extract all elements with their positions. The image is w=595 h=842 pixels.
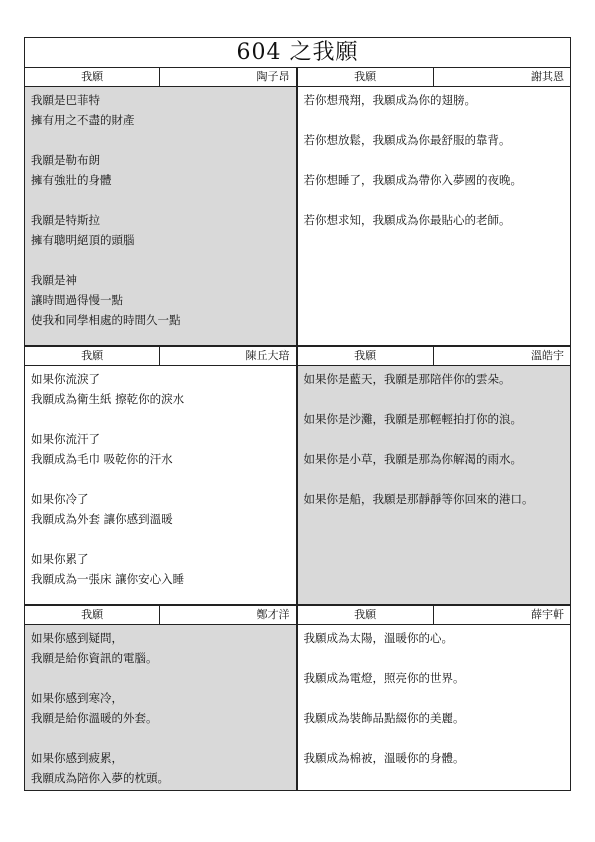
poem-line: 擁有強壯的身體 — [31, 173, 112, 187]
poem-author: 陶子昂 — [256, 70, 290, 83]
poem-line: 如果你感到疲累， — [31, 751, 123, 765]
poem-line: 如果你流汗了 — [31, 432, 100, 446]
poem-line: 如果你是藍天，我願是那陪伴你的雲朵。 — [303, 372, 511, 386]
poem-body — [298, 366, 571, 604]
stanza-gap — [31, 668, 291, 688]
stanza-gap — [31, 728, 291, 748]
poem-author: 薛宇軒 — [531, 608, 564, 621]
poem-line: 如果你是船，我願是那靜靜等你回來的港口。 — [303, 492, 534, 506]
poem-line: 如果你冷了 — [31, 492, 89, 506]
poem-line: 如果你流淚了 — [31, 372, 100, 386]
poem-line: 若你想求知，我願成為你最貼心的老師。 — [303, 213, 511, 227]
poem-body — [25, 87, 296, 345]
poem-card — [298, 605, 571, 790]
poem-label: 我願 — [25, 68, 160, 86]
poem-line: 我願成為一張床 讓你安心入睡 — [31, 572, 185, 586]
stanza-gap — [31, 529, 291, 549]
poem-header — [298, 346, 571, 366]
poem-line: 如果你感到疑問， — [31, 631, 123, 645]
poem-line: 我願是特斯拉 — [31, 213, 100, 227]
poem-line: 讓時間過得慢一點 — [31, 293, 123, 307]
poem-line: 我願是給你資訊的電腦。 — [31, 651, 158, 665]
poem-line: 擁有用之不盡的財產 — [31, 113, 135, 127]
poem-line: 若你想放鬆，我願成為你最舒服的靠背。 — [303, 133, 511, 147]
poem-card — [25, 605, 298, 790]
poem-line: 我願成為外套 讓你感到溫暖 — [31, 512, 173, 526]
poem-line: 擁有聰明絕頂的頭腦 — [31, 233, 135, 247]
stanza-gap — [31, 190, 291, 210]
poem-label: 我願 — [298, 68, 434, 86]
poem-header — [298, 605, 571, 625]
row-3 — [25, 604, 570, 790]
poem-card — [25, 68, 298, 345]
poem-line: 我願成為衛生紙 擦乾你的淚水 — [31, 392, 185, 406]
poem-header — [25, 605, 296, 625]
poem-author: 陳丘大琣 — [245, 349, 290, 362]
poem-label: 我願 — [25, 606, 160, 624]
poem-header — [298, 68, 571, 87]
stanza-gap — [31, 469, 291, 489]
poem-line: 若你想飛翔，我願成為你的翅膀。 — [303, 93, 476, 107]
poem-line: 我願成為棉被，溫暖你的身體。 — [303, 751, 465, 765]
poem-body — [25, 366, 296, 604]
poem-line: 使我和同學相處的時間久一點 — [31, 313, 181, 327]
poem-line: 我願成為太陽，溫暖你的心。 — [303, 631, 453, 645]
poem-line: 我願成為陪你入夢的枕頭。 — [31, 771, 169, 785]
row-1 — [25, 68, 570, 345]
poem-line: 若你想睡了，我願成為帶你入夢國的夜晚。 — [303, 173, 522, 187]
poem-line: 我願是巴菲特 — [31, 93, 100, 107]
poem-card — [298, 68, 571, 345]
poem-line: 我願是給你溫暖的外套。 — [31, 711, 158, 725]
poem-line: 我願成為裝飾品點綴你的美麗。 — [303, 711, 465, 725]
poem-card — [25, 346, 298, 604]
poem-line: 我願成為毛巾 吸乾你的汗水 — [31, 452, 173, 466]
poem-line: 如果你是沙灘，我願是那輕輕拍打你的浪。 — [303, 412, 522, 426]
poem-label: 我願 — [298, 347, 434, 365]
poem-line: 我願成為電燈，照亮你的世界。 — [303, 671, 465, 685]
stanza-gap — [31, 130, 291, 150]
row-2 — [25, 345, 570, 604]
poem-label: 我願 — [298, 606, 434, 624]
poem-sheet — [24, 37, 571, 791]
poem-line: 我願是神 — [31, 273, 77, 287]
poem-body — [25, 625, 296, 790]
poem-label: 我願 — [25, 347, 160, 365]
poem-author: 溫皓宇 — [531, 349, 564, 362]
page-title: 604 之我願 — [25, 38, 570, 68]
poem-header — [25, 68, 296, 87]
poem-body — [298, 87, 571, 345]
poem-card — [298, 346, 571, 604]
poem-author: 鄭才洋 — [256, 608, 290, 621]
poem-line: 我願是勒布朗 — [31, 153, 100, 167]
poem-body — [298, 625, 571, 790]
poem-header — [25, 346, 296, 366]
poem-line: 如果你感到寒冷， — [31, 691, 123, 705]
poem-line: 如果你是小草，我願是那為你解渴的雨水。 — [303, 452, 522, 466]
poem-author: 謝其恩 — [531, 70, 564, 83]
stanza-gap — [31, 409, 291, 429]
stanza-gap — [31, 250, 291, 270]
poem-line: 如果你累了 — [31, 552, 89, 566]
